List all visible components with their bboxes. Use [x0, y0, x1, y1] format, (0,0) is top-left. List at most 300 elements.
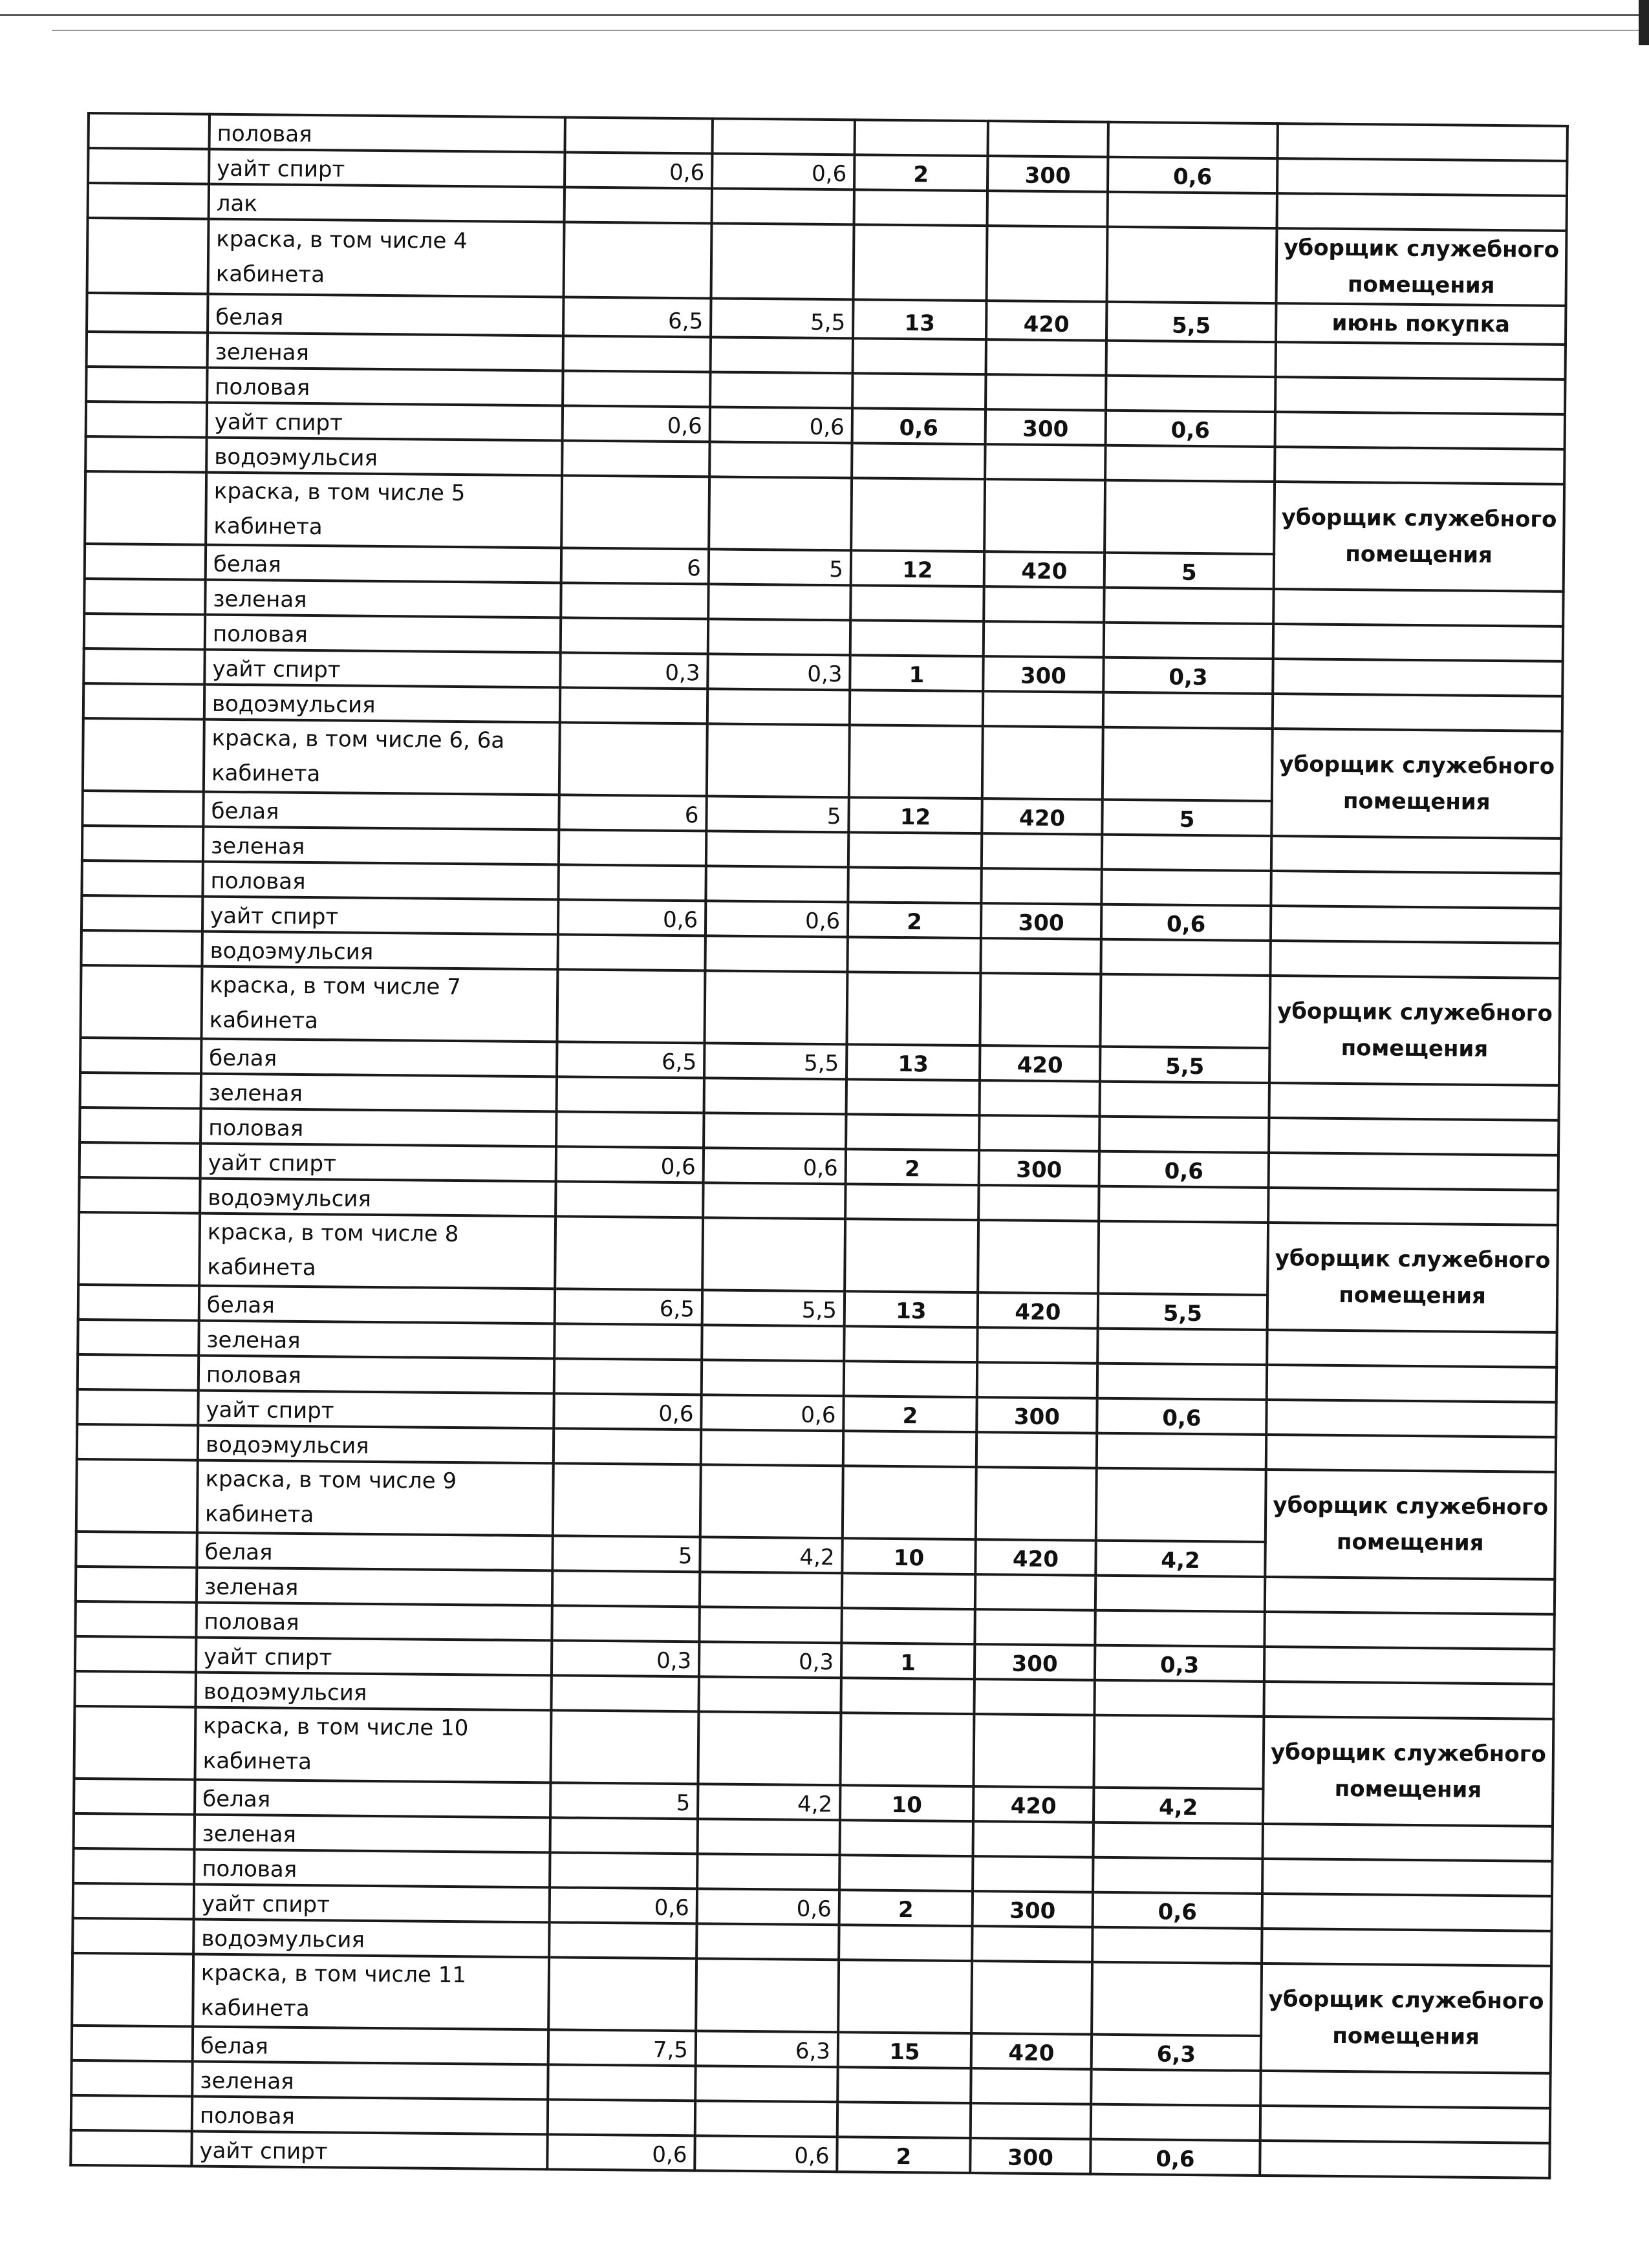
price-cell [976, 1432, 1097, 1468]
price-cell [984, 621, 1104, 658]
price-cell: 420 [986, 301, 1107, 341]
price-cell: 420 [984, 551, 1105, 588]
price-cell: 420 [980, 1045, 1100, 1082]
responsible-note-cell [1262, 1859, 1552, 1896]
responsible-note-cell [1267, 1330, 1557, 1367]
material-name-cell: уайт спирт [207, 403, 563, 441]
material-name-cell: водоэмульсия [200, 1179, 555, 1217]
quantity-cell-2 [712, 188, 854, 224]
row-index-cell [77, 1424, 198, 1460]
responsible-note-cell [1260, 2071, 1550, 2108]
quantity-cell-2 [700, 1572, 842, 1608]
quantity-cell-1 [548, 2064, 695, 2101]
price-cell [973, 1856, 1093, 1892]
quantity-cell-2 [700, 1464, 843, 1538]
table-body [70, 113, 1568, 2178]
quantity-cell-5: 5 [1102, 800, 1271, 836]
material-name-cell: белая [201, 1039, 557, 1077]
row-index-cell [87, 293, 208, 333]
price-cell [976, 1467, 1097, 1541]
quantity-cell-3 [854, 189, 987, 226]
responsible-note-cell [1275, 377, 1565, 414]
quantity-cell-2 [695, 2066, 837, 2102]
material-name-cell: половая [207, 368, 563, 406]
material-name-cell: половая [192, 2097, 548, 2135]
quantity-cell-5: 0,3 [1103, 658, 1273, 694]
quantity-cell-3: 10 [840, 1785, 973, 1821]
row-index-cell [75, 1636, 196, 1673]
table-row [87, 218, 1567, 306]
quantity-cell-3 [850, 690, 983, 726]
price-cell [975, 1574, 1095, 1610]
responsible-note-cell [1269, 1153, 1558, 1190]
quantity-cell-2: 0,6 [701, 1395, 843, 1431]
quantity-cell-3 [843, 1431, 976, 1467]
material-name-cell: уайт спирт [198, 1391, 554, 1429]
material-name-cell: белая [197, 1533, 552, 1571]
quantity-cell-1: 5 [550, 1782, 698, 1819]
quantity-cell-2: 4,2 [700, 1537, 842, 1573]
table-row [76, 1459, 1556, 1545]
row-index-cell [74, 1779, 195, 1815]
responsible-note-cell [1273, 694, 1562, 731]
quantity-cell-2: 0,3 [699, 1642, 841, 1678]
row-index-cell [77, 1389, 198, 1426]
responsible-note-cell: уборщик служебного помещения [1276, 228, 1566, 306]
quantity-cell-3 [838, 1960, 972, 2033]
row-index-cell [81, 895, 202, 932]
quantity-cell-5: 0,6 [1093, 1892, 1262, 1929]
quantity-cell-2 [704, 1113, 846, 1149]
quantity-cell-5 [1098, 1221, 1268, 1295]
quantity-cell-2 [708, 619, 850, 655]
quantity-cell-2 [702, 1217, 845, 1291]
price-cell [971, 2068, 1091, 2104]
quantity-cell-1 [549, 1922, 696, 1958]
quantity-cell-5: 6,3 [1092, 2035, 1261, 2071]
quantity-cell-1 [557, 1076, 704, 1113]
price-cell [982, 833, 1102, 870]
quantity-cell-1 [551, 1675, 698, 1711]
quantity-cell-5: 5 [1105, 553, 1274, 589]
quantity-cell-5 [1103, 727, 1273, 801]
row-index-cell [83, 718, 204, 792]
quantity-cell-1 [561, 475, 709, 549]
quantity-cell-3: 1 [841, 1643, 975, 1679]
price-cell [977, 1362, 1097, 1398]
responsible-note-cell: уборщик служебного помещения [1269, 976, 1560, 1086]
quantity-cell-3: 10 [842, 1538, 975, 1574]
quantity-cell-2 [711, 223, 854, 299]
quantity-cell-1: 0,6 [563, 405, 710, 442]
quantity-cell-1 [563, 370, 710, 407]
quantity-cell-5 [1099, 1186, 1268, 1223]
quantity-cell-2 [706, 831, 848, 867]
row-index-cell [76, 1532, 197, 1568]
responsible-note-cell [1262, 1824, 1552, 1861]
row-index-cell [72, 2026, 193, 2062]
responsible-note-cell [1273, 589, 1563, 626]
price-cell [986, 339, 1106, 376]
quantity-cell-2 [696, 1958, 839, 2032]
price-cell [973, 1714, 1094, 1788]
quantity-cell-1 [563, 336, 711, 372]
row-index-cell [83, 648, 204, 685]
quantity-cell-5: 0,6 [1090, 2139, 1260, 2176]
row-index-cell [89, 113, 210, 149]
material-name-cell: зеленая [195, 1815, 550, 1853]
row-index-cell [74, 1813, 195, 1850]
material-name-cell: белая [193, 2027, 548, 2065]
row-index-cell [80, 1038, 201, 1074]
quantity-cell-5 [1097, 1433, 1266, 1470]
material-name-cell: водоэмульсия [198, 1426, 554, 1464]
table-row [78, 1212, 1558, 1298]
quantity-cell-5 [1092, 1962, 1262, 2036]
quantity-cell-2: 0,6 [695, 2135, 837, 2172]
table-row [74, 1706, 1554, 1792]
price-cell: 300 [981, 903, 1101, 939]
row-index-cell [81, 861, 202, 897]
quantity-cell-5: 0,6 [1108, 157, 1277, 193]
row-index-cell [85, 436, 206, 473]
responsible-note-cell [1267, 1365, 1557, 1402]
price-cell: 300 [983, 656, 1103, 692]
quantity-cell-3 [843, 1466, 976, 1539]
responsible-note-cell [1273, 659, 1562, 696]
quantity-cell-5 [1093, 1857, 1262, 1894]
row-index-cell [80, 1073, 201, 1109]
quantity-cell-3: 1 [850, 655, 983, 691]
row-index-cell [88, 183, 209, 219]
table-row [83, 718, 1562, 804]
quantity-cell-3 [847, 937, 980, 973]
price-cell [979, 1115, 1099, 1151]
quantity-cell-2 [701, 1429, 843, 1466]
responsible-note-cell [1271, 871, 1560, 908]
price-cell [977, 1327, 1097, 1364]
price-cell [987, 191, 1108, 227]
row-index-cell [79, 1177, 200, 1214]
responsible-note-cell [1262, 1894, 1552, 1931]
row-index-cell [74, 1706, 196, 1780]
quantity-cell-2 [706, 866, 848, 902]
price-cell [985, 444, 1105, 480]
quantity-cell-3 [840, 1713, 974, 1786]
responsible-note-cell: июнь покупка [1276, 303, 1566, 345]
quantity-cell-1 [553, 1463, 701, 1537]
price-cell [984, 479, 1105, 553]
material-name-cell: зеленая [197, 1568, 552, 1606]
row-index-cell [86, 367, 207, 403]
price-cell [981, 868, 1101, 904]
quantity-cell-1: 0,6 [558, 899, 706, 936]
price-cell: 420 [982, 798, 1102, 835]
quantity-cell-3 [840, 1820, 973, 1856]
row-index-cell [78, 1320, 199, 1356]
responsible-note-cell [1277, 158, 1567, 196]
quantity-cell-3 [846, 972, 980, 1045]
materials-table [69, 112, 1569, 2179]
quantity-cell-3 [846, 1079, 980, 1115]
responsible-note-cell [1273, 624, 1563, 661]
quantity-cell-3 [850, 585, 984, 621]
material-name-cell: зеленая [205, 580, 561, 618]
row-index-cell [75, 1601, 196, 1638]
row-index-cell [80, 1142, 200, 1179]
quantity-cell-1 [550, 1817, 698, 1854]
price-cell: 420 [971, 2033, 1092, 2070]
price-cell: 420 [975, 1539, 1095, 1576]
quantity-cell-2: 0,6 [712, 153, 854, 189]
quantity-cell-1 [558, 864, 706, 901]
row-index-cell [81, 930, 202, 967]
quantity-cell-1 [554, 1323, 702, 1360]
responsible-note-cell [1277, 193, 1566, 231]
quantity-cell-2: 0,6 [710, 407, 852, 443]
quantity-cell-5 [1105, 445, 1275, 482]
quantity-cell-2 [709, 442, 852, 478]
material-name-cell: краска, в том числе 9 кабинета [197, 1460, 554, 1536]
material-name-cell: половая [202, 862, 558, 900]
material-name-cell: лак [209, 184, 565, 222]
material-name-cell: краска, в том числе 6, 6а кабинета [204, 720, 560, 795]
row-index-cell [78, 1212, 200, 1286]
material-name-cell: белая [206, 545, 561, 583]
material-name-cell: краска, в том числе 8 кабинета [199, 1214, 555, 1289]
quantity-cell-3: 12 [851, 550, 984, 586]
quantity-cell-5 [1099, 1117, 1269, 1153]
material-name-cell: краска, в том числе 5 кабинета [206, 473, 562, 548]
material-name-cell: зеленая [192, 2062, 548, 2100]
price-cell: 300 [987, 156, 1108, 192]
quantity-cell-2 [695, 2101, 837, 2137]
quantity-cell-3 [848, 832, 982, 868]
quantity-cell-5: 0,6 [1101, 904, 1271, 941]
quantity-cell-3 [841, 1608, 975, 1644]
quantity-cell-5 [1094, 1715, 1264, 1789]
quantity-cell-1 [555, 1181, 703, 1217]
quantity-cell-3 [852, 373, 986, 409]
material-name-cell: половая [205, 615, 561, 653]
table-row [81, 965, 1560, 1051]
quantity-cell-5 [1097, 1364, 1267, 1400]
quantity-cell-1 [564, 222, 712, 298]
material-name-cell: половая [199, 1356, 554, 1394]
quantity-cell-2 [708, 584, 850, 620]
quantity-cell-3: 2 [854, 155, 987, 191]
quantity-cell-2 [710, 372, 852, 408]
quantity-cell-5: 5,5 [1098, 1294, 1267, 1330]
responsible-note-cell [1269, 1118, 1558, 1155]
quantity-cell-3 [845, 1219, 978, 1292]
quantity-cell-1 [559, 722, 707, 796]
quantity-cell-1: 0,3 [552, 1640, 699, 1676]
responsible-note-cell [1275, 342, 1565, 380]
price-cell [980, 1080, 1100, 1117]
material-name-cell: белая [195, 1780, 550, 1818]
quantity-cell-5: 5,5 [1100, 1047, 1269, 1083]
material-name-cell: белая [203, 792, 559, 830]
quantity-cell-3 [850, 620, 984, 656]
quantity-cell-3: 2 [843, 1396, 976, 1432]
scan-top-border [0, 14, 1649, 16]
quantity-cell-2: 0,6 [704, 1148, 846, 1184]
price-cell [978, 1220, 1099, 1294]
material-name-cell: уайт спирт [194, 1885, 550, 1923]
quantity-cell-5: 4,2 [1095, 1541, 1265, 1577]
material-name-cell: уайт спирт [202, 897, 558, 935]
quantity-cell-1 [556, 1111, 704, 1148]
material-name-cell: белая [208, 294, 564, 336]
quantity-cell-2 [712, 118, 854, 155]
quantity-cell-1 [562, 440, 709, 476]
row-index-cell [88, 148, 209, 184]
price-cell [972, 1926, 1092, 1962]
quantity-cell-5 [1096, 1468, 1266, 1542]
row-index-cell [72, 1918, 193, 1954]
quantity-cell-5 [1102, 835, 1271, 871]
scan-edge-mark [1639, 0, 1649, 45]
material-name-cell: уайт спирт [196, 1638, 552, 1676]
quantity-cell-3 [853, 338, 986, 374]
quantity-cell-2: 4,2 [698, 1784, 840, 1820]
price-cell [980, 938, 1101, 974]
quantity-cell-5: 0,6 [1106, 411, 1275, 447]
material-name-cell: водоэмульсия [195, 1673, 551, 1711]
responsible-note-cell [1264, 1647, 1554, 1684]
quantity-cell-2 [699, 1607, 841, 1643]
material-name-cell: зеленая [199, 1321, 554, 1359]
price-cell: 300 [975, 1644, 1095, 1680]
material-name-cell: уайт спирт [191, 2132, 547, 2170]
quantity-cell-2: 0,3 [707, 654, 850, 690]
quantity-cell-1: 6,5 [555, 1289, 702, 1325]
quantity-cell-5: 0,3 [1095, 1645, 1264, 1682]
quantity-cell-3 [849, 725, 983, 798]
quantity-cell-5: 0,6 [1097, 1398, 1266, 1435]
row-index-cell [71, 2095, 192, 2132]
price-cell [978, 1185, 1099, 1221]
material-name-cell: зеленая [208, 333, 563, 371]
quantity-cell-5 [1106, 227, 1277, 303]
quantity-cell-2 [703, 1182, 845, 1219]
responsible-note-cell [1277, 123, 1567, 161]
row-index-cell [86, 401, 207, 438]
quantity-cell-3: 2 [848, 902, 981, 938]
quantity-cell-3 [851, 478, 985, 551]
quantity-cell-3: 13 [845, 1291, 978, 1327]
quantity-cell-5 [1095, 1610, 1264, 1647]
quantity-cell-3 [837, 2102, 971, 2138]
quantity-cell-2 [702, 1360, 844, 1396]
quantity-cell-1 [550, 1710, 698, 1784]
row-index-cell [82, 826, 203, 862]
responsible-note-cell [1264, 1682, 1553, 1719]
price-cell [987, 121, 1108, 157]
row-index-cell [76, 1567, 197, 1603]
quantity-cell-2: 5,5 [711, 298, 854, 338]
quantity-cell-3: 13 [846, 1044, 980, 1080]
responsible-note-cell [1268, 1188, 1558, 1225]
quantity-cell-2: 5,5 [702, 1290, 845, 1326]
material-name-cell: уайт спирт [209, 149, 565, 187]
row-index-cell [85, 471, 206, 545]
responsible-note-cell [1260, 2141, 1549, 2178]
quantity-cell-2: 0,6 [706, 901, 848, 937]
responsible-note-cell [1266, 1435, 1556, 1472]
row-index-cell [74, 1671, 195, 1707]
quantity-cell-2 [711, 337, 853, 373]
material-name-cell: белая [199, 1286, 555, 1324]
quantity-cell-1 [557, 969, 705, 1043]
quantity-cell-3: 15 [838, 2032, 971, 2068]
quantity-cell-5 [1100, 1082, 1269, 1118]
quantity-cell-2 [702, 1325, 844, 1361]
row-index-cell [72, 1953, 193, 2027]
price-cell [973, 1821, 1094, 1857]
quantity-cell-5 [1106, 376, 1275, 412]
row-index-cell [78, 1354, 199, 1391]
quantity-cell-1 [555, 1216, 703, 1290]
quantity-cell-2 [705, 936, 847, 972]
material-name-cell: краска, в том числе 10 кабинета [195, 1707, 551, 1783]
quantity-cell-1: 7,5 [548, 2029, 696, 2066]
quantity-cell-1 [565, 187, 712, 223]
price-cell: 420 [973, 1786, 1094, 1823]
responsible-note-cell [1269, 1083, 1558, 1120]
quantity-cell-1 [552, 1605, 699, 1642]
quantity-cell-5 [1104, 588, 1273, 624]
responsible-note-cell: уборщик служебного помещения [1263, 1717, 1553, 1826]
quantity-cell-3 [852, 443, 985, 479]
material-name-cell: половая [200, 1109, 556, 1147]
quantity-cell-3: 2 [846, 1149, 979, 1185]
quantity-cell-2 [698, 1676, 841, 1713]
row-index-cell [70, 2130, 191, 2166]
quantity-cell-1: 0,6 [556, 1146, 704, 1182]
price-cell [984, 586, 1104, 623]
responsible-note-cell [1275, 412, 1565, 449]
responsible-note-cell [1266, 1400, 1556, 1437]
quantity-cell-2 [704, 1078, 846, 1114]
responsible-note-cell [1275, 447, 1564, 484]
price-cell [975, 1609, 1095, 1645]
quantity-cell-1 [548, 1957, 696, 2031]
material-name-cell: краска, в том числе 11 кабинета [193, 1954, 549, 2030]
quantity-cell-1: 0,3 [560, 652, 707, 689]
quantity-cell-3 [848, 867, 981, 903]
price-cell [971, 2103, 1091, 2139]
responsible-note-cell: уборщик служебного помещения [1267, 1223, 1558, 1332]
row-index-cell [87, 332, 208, 368]
quantity-cell-1 [559, 829, 706, 866]
material-name-cell: зеленая [203, 827, 559, 865]
material-name-cell: краска, в том числе 4 кабинета [208, 219, 565, 297]
table-row [72, 1953, 1551, 2038]
quantity-cell-5 [1091, 2070, 1260, 2106]
price-cell [983, 691, 1103, 727]
quantity-cell-2: 5 [709, 549, 851, 585]
responsible-note-cell [1271, 906, 1560, 943]
responsible-note-cell [1271, 836, 1561, 873]
table-row [85, 471, 1564, 557]
quantity-cell-3 [854, 120, 987, 156]
material-name-cell: половая [194, 1850, 550, 1888]
quantity-cell-5 [1094, 1823, 1263, 1859]
responsible-note-cell [1262, 1929, 1551, 1966]
quantity-cell-1 [561, 583, 708, 619]
